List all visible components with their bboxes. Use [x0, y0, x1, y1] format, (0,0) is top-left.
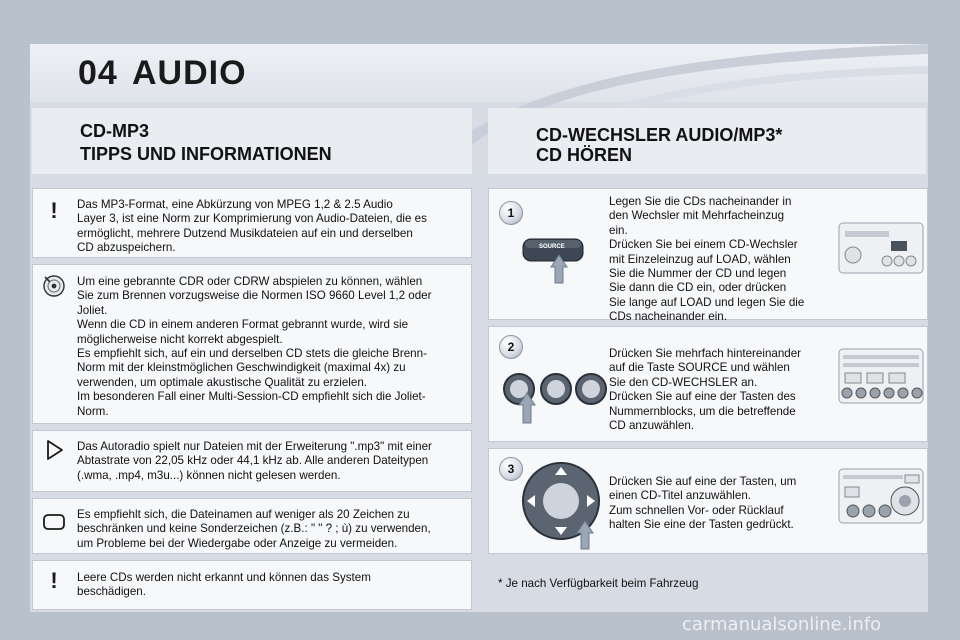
- tip-box-mp3-format: [32, 188, 472, 258]
- watermark: carmanualsonline.info: [682, 614, 882, 635]
- right-heading-line1: CD-WECHSLER AUDIO/MP3*: [536, 125, 783, 145]
- right-heading-line2: CD HÖREN: [536, 145, 633, 165]
- right-section-heading: [488, 108, 926, 174]
- step-text: Drücken Sie mehrfach hintereinander auf die Taste SOURCE und wählen Sie den CD-WECHSLER an. Drücken Sie auf eine der Tasten des Nummernblocks, um die betreffende CD anzuwählen.: [609, 347, 802, 433]
- play-icon: [41, 437, 67, 463]
- step-box-2: [488, 326, 928, 442]
- svg-text:!: !: [50, 198, 58, 223]
- radio-unit-illustration: [837, 345, 925, 407]
- number-buttons-illustration: [501, 367, 607, 427]
- chapter-title: AUDIO: [132, 54, 247, 92]
- step-number: 3: [499, 457, 523, 481]
- step-text: Drücken Sie auf eine der Tasten, um einen CD-Titel anzuwählen. Zum schnellen Vor- oder Rücklauf halten Sie eine der Tasten gedrückt.: [609, 475, 797, 532]
- source-button-label: SOURCE: [539, 244, 565, 250]
- step-text: Legen Sie die CDs nacheinander in den Wechsler mit Mehrfacheinzug ein. Drücken Sie bei einem CD-Wechsler mit Einzeleinzug auf LOAD, wählen Sie die Nummer der CD und legen Sie dann die CD ein, oder drücken Sie lange auf LOAD und legen Sie die CDs nacheinander ein.: [609, 195, 805, 324]
- step-box-3: [488, 448, 928, 554]
- tip-box-filenames: [32, 498, 472, 554]
- step-box-1: [488, 188, 928, 324]
- tip-text: Es empfiehlt sich, die Dateinamen auf weniger als 20 Zeichen zu beschränken und keine Sonderzeichen (z.B.: " " ? ; ù) zu verwenden, um Probleme bei der Wiedergabe oder Anzeige zu vermeiden.: [77, 508, 431, 550]
- step-number: 1: [499, 201, 523, 225]
- step-number: 2: [499, 335, 523, 359]
- info-box-icon: [41, 509, 67, 535]
- tip-text: Leere CDs werden nicht erkannt und können das System beschädigen.: [77, 571, 371, 599]
- tip-box-blank-cds: [32, 560, 472, 610]
- footnote: * Je nach Verfügbarkeit beim Fahrzeug: [498, 577, 699, 590]
- chapter-number: 04: [78, 54, 118, 92]
- svg-text:!: !: [50, 568, 58, 593]
- left-heading-line2: TIPPS UND INFORMATIONEN: [80, 144, 332, 164]
- navigation-pad-illustration: [519, 459, 603, 553]
- tip-text: Um eine gebrannte CDR oder CDRW abspielen zu können, wählen Sie zum Brennen vorzugsweise die Normen ISO 9660 Level 1,2 oder Joliet. Wenn die CD in einem anderen Format gebrannt wurde, wird sie möglicherweise nicht korrekt abgespielt. Es empfiehlt sich, auf ein und derselben CD stets die gleiche Brenn- Norm mit der kleinstmöglichen Geschwindigkeit (maximal 4x) zu verwenden, um optimale akustische Qualität zu erzielen. Im besonderen Fall einer Multi-Session-CD empfiehlt sich die Joliet- Norm.: [77, 275, 432, 418]
- left-section-heading: [32, 108, 472, 174]
- tip-text: Das MP3-Format, eine Abkürzung von MPEG 1,2 & 2.5 Audio Layer 3, ist eine Norm zur Komprimierung von Audio-Dateien, die es ermöglicht, mehrere Dutzend Musikdateien auf ein und derselben CD abzuspeichern.: [77, 198, 427, 255]
- warning-icon: [41, 567, 67, 593]
- source-button-illustration: [519, 227, 589, 287]
- radio-unit-illustration: [837, 465, 925, 527]
- left-heading-line1: CD-MP3: [80, 121, 150, 141]
- radio-unit-illustration: [837, 219, 925, 277]
- tip-box-cdr: [32, 264, 472, 424]
- tip-box-mp3-extension: [32, 430, 472, 492]
- cd-icon: [41, 273, 67, 299]
- warning-icon: [41, 197, 67, 223]
- tip-text: Das Autoradio spielt nur Dateien mit der Erweiterung ".mp3" mit einer Abtastrate von 22,05 kHz oder 44,1 kHz ab. Alle anderen Dateitypen (.wma, .mp4, m3u...) können nicht gelesen werden.: [77, 440, 432, 482]
